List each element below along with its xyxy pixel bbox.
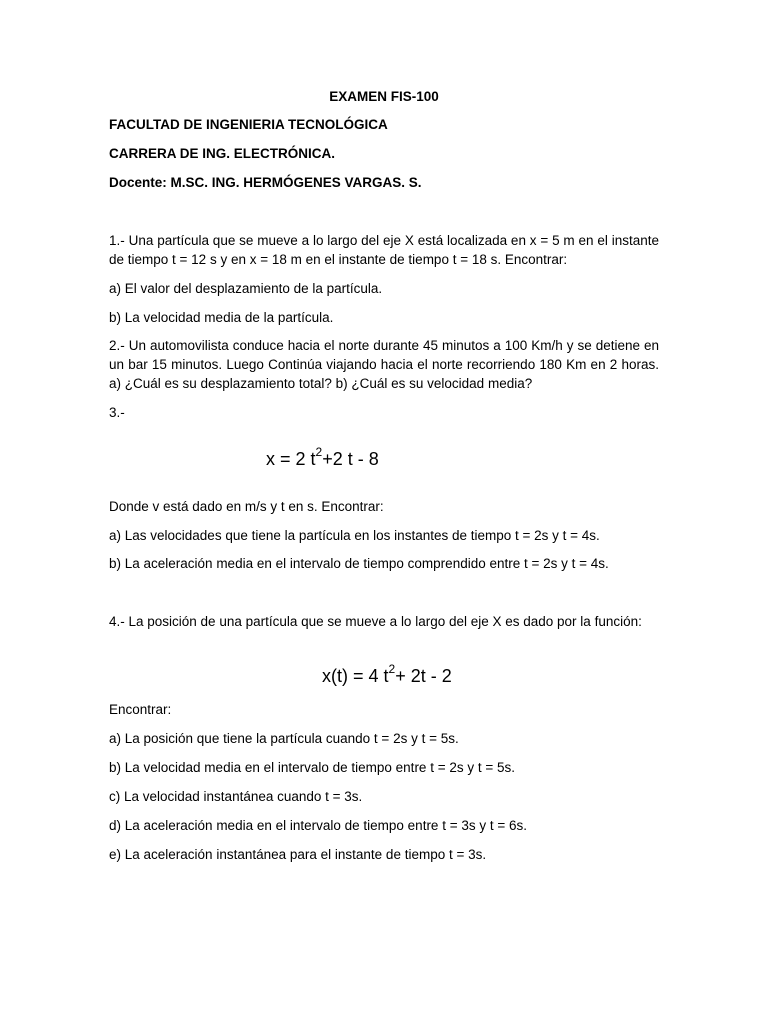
- problem3-equation-exponent: 2: [315, 445, 323, 459]
- problem1-part-a: a) El valor del desplazamiento de la partícula.: [109, 281, 383, 296]
- problem3-equation: [266, 447, 379, 470]
- career-name: CARRERA DE ING. ELECTRÓNICA.: [109, 146, 336, 161]
- problem4-equation: [322, 664, 452, 687]
- problem4-part-e: e) La aceleración instantánea para el instante de tiempo t = 3s.: [109, 847, 487, 862]
- problem3-equation-lhs: x = 2 t: [266, 449, 316, 469]
- problem4-equation-rhs: + 2t - 2: [395, 666, 452, 686]
- problem4-find: Encontrar:: [109, 702, 172, 717]
- problem3-part-b: b) La aceleración media en el intervalo de tiempo comprendido entre t = 2s y t = 4s.: [109, 556, 609, 571]
- problem4-statement: 4.- La posición de una partícula que se mueve a lo largo del eje X es dado por la función:: [109, 614, 642, 629]
- faculty-name: FACULTAD DE INGENIERIA TECNOLÓGICA: [109, 117, 388, 132]
- problem4-equation-lhs: x(t) = 4 t: [322, 666, 389, 686]
- problem1-part-b: b) La velocidad media de la partícula.: [109, 310, 334, 325]
- problem4-equation-exponent: 2: [388, 662, 396, 676]
- problem4-part-d: d) La aceleración media en el intervalo de tiempo entre t = 3s y t = 6s.: [109, 818, 527, 833]
- problem4-part-a: a) La posición que tiene la partícula cuando t = 2s y t = 5s.: [109, 731, 459, 746]
- problem2-statement: 2.- Un automovilista conduce hacia el norte durante 45 minutos a 100 Km/h y se detiene en un bar 15 minutos. Luego Continúa viajando hacia el norte recorriendo 180 Km en 2 horas. a) ¿Cuál es su desplazamiento total? b) ¿Cuál es su velocidad media?: [109, 338, 659, 391]
- problem4-part-c: c) La velocidad instantánea cuando t = 3s.: [109, 789, 363, 804]
- teacher-name: Docente: M.SC. ING. HERMÓGENES VARGAS. S.: [109, 175, 422, 190]
- problem4-part-b: b) La velocidad media en el intervalo de tiempo entre t = 2s y t = 5s.: [109, 760, 515, 775]
- problem3-part-a: a) Las velocidades que tiene la partícula en los instantes de tiempo t = 2s y t = 4s.: [109, 528, 600, 543]
- exam-title: EXAMEN FIS-100: [329, 89, 439, 104]
- problem3-number: 3.-: [109, 405, 125, 420]
- problem1-statement: 1.- Una partícula que se mueve a lo largo del eje X está localizada en x = 5 m en el instante de tiempo t = 12 s y en x = 18 m en el instante de tiempo t = 18 s. Encontrar:: [109, 233, 659, 267]
- problem3-note: Donde v está dado en m/s y t en s. Encontrar:: [109, 499, 384, 514]
- problem3-equation-rhs: +2 t - 8: [322, 449, 379, 469]
